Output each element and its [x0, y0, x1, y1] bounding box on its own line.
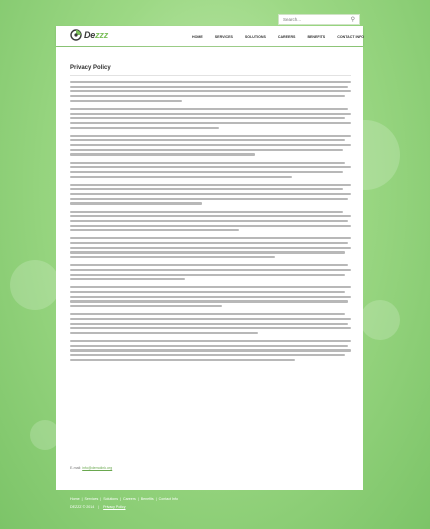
text-line: [70, 269, 351, 271]
main-nav: [186, 35, 370, 39]
text-line: [70, 162, 345, 164]
nav-item-solutions[interactable]: SOLUTIONS: [244, 35, 266, 39]
text-line: [70, 86, 348, 88]
text-line: [70, 237, 351, 239]
policy-paragraph: [70, 135, 351, 156]
policy-text: [70, 81, 351, 367]
text-line: [70, 256, 275, 258]
footer-link-contact-info[interactable]: Contact Info: [158, 497, 179, 501]
policy-paragraph: [70, 211, 351, 232]
search-icon[interactable]: ⚲: [350, 16, 355, 23]
logo-text-accent: zzz: [95, 30, 109, 40]
text-line: [70, 108, 348, 110]
text-line: [70, 300, 348, 302]
text-line: [70, 313, 345, 315]
text-line: [70, 305, 222, 307]
text-line: [70, 215, 351, 217]
text-line: [70, 202, 202, 204]
text-line: [70, 323, 348, 325]
text-line: [70, 274, 345, 276]
copyright-text: DEZZZ © 2014: [70, 505, 95, 509]
policy-paragraph: [70, 264, 351, 280]
search-input[interactable]: [283, 15, 343, 24]
text-line: [70, 113, 351, 115]
text-line: [70, 327, 351, 329]
text-line: [70, 90, 351, 92]
policy-paragraph: [70, 184, 351, 205]
bokeh-decoration: [360, 300, 400, 340]
footer-separator: |: [98, 505, 100, 509]
policy-paragraph: [70, 340, 351, 361]
policy-paragraph: [70, 313, 351, 334]
text-line: [70, 359, 295, 361]
policy-paragraph: [70, 162, 351, 178]
policy-paragraph: [70, 286, 351, 307]
policy-paragraph: [70, 81, 351, 102]
text-line: [70, 153, 255, 155]
text-line: [70, 278, 185, 280]
footer-link-benefits[interactable]: Benefits: [140, 497, 154, 501]
text-line: [70, 296, 351, 298]
footer-link-careers[interactable]: Careers: [122, 497, 136, 501]
text-line: [70, 193, 351, 195]
footer-copyright-row: [70, 505, 126, 509]
text-line: [70, 247, 351, 249]
logo-text-main: De: [84, 30, 96, 40]
title-divider: [70, 75, 351, 76]
footer-link-home[interactable]: Home: [70, 497, 80, 501]
text-line: [70, 198, 348, 200]
text-line: [70, 95, 345, 97]
policy-paragraph: [70, 237, 351, 258]
email-line: [70, 466, 112, 470]
text-line: [70, 211, 343, 213]
footer-separator: |: [100, 497, 102, 501]
email-label: E-mail:: [70, 466, 82, 470]
footer-link-services[interactable]: Services: [84, 497, 99, 501]
logo-text: [84, 30, 108, 40]
text-line: [70, 251, 345, 253]
logo-icon: [70, 29, 82, 41]
page-title: Privacy Policy: [70, 65, 111, 71]
text-line: [70, 349, 351, 351]
text-line: [70, 184, 351, 186]
footer-separator: |: [120, 497, 121, 501]
nav-item-home[interactable]: HOME: [192, 35, 203, 39]
text-line: [70, 171, 343, 173]
text-line: [70, 291, 345, 293]
footer-links: [70, 497, 178, 501]
text-line: [70, 345, 348, 347]
text-line: [70, 149, 343, 151]
nav-item-benefits[interactable]: BENEFITS: [307, 35, 326, 39]
text-line: [70, 127, 219, 129]
email-link[interactable]: info@demolink.org: [82, 466, 113, 470]
text-line: [70, 139, 345, 141]
footer-separator: |: [137, 497, 139, 501]
bokeh-decoration: [10, 260, 60, 310]
footer-link-solutions[interactable]: Solutions: [103, 497, 119, 501]
nav-item-contact-info[interactable]: CONTACT INFO: [337, 35, 365, 39]
text-line: [70, 81, 351, 83]
text-line: [70, 166, 351, 168]
footer: [56, 490, 363, 516]
footer-separator: |: [155, 497, 157, 501]
text-line: [70, 242, 348, 244]
text-line: [70, 176, 292, 178]
nav-item-services[interactable]: SERVICES: [214, 35, 233, 39]
text-line: [70, 264, 348, 266]
text-line: [70, 354, 345, 356]
text-line: [70, 144, 351, 146]
text-line: [70, 135, 351, 137]
text-line: [70, 340, 351, 342]
text-line: [70, 286, 351, 288]
text-line: [70, 117, 345, 119]
text-line: [70, 332, 258, 334]
text-line: [70, 225, 351, 227]
text-line: [70, 100, 182, 102]
text-line: [70, 229, 239, 231]
header: [56, 26, 363, 46]
policy-paragraph: [70, 108, 351, 129]
logo[interactable]: [70, 29, 108, 41]
text-line: [70, 122, 351, 124]
privacy-policy-link[interactable]: Privacy Policy: [103, 505, 126, 509]
nav-item-careers[interactable]: CAREERS: [277, 35, 296, 39]
footer-separator: |: [81, 497, 83, 501]
text-line: [70, 188, 343, 190]
content-panel: [56, 47, 363, 490]
text-line: [70, 318, 351, 320]
search-box[interactable]: [278, 14, 360, 25]
text-line: [70, 220, 348, 222]
